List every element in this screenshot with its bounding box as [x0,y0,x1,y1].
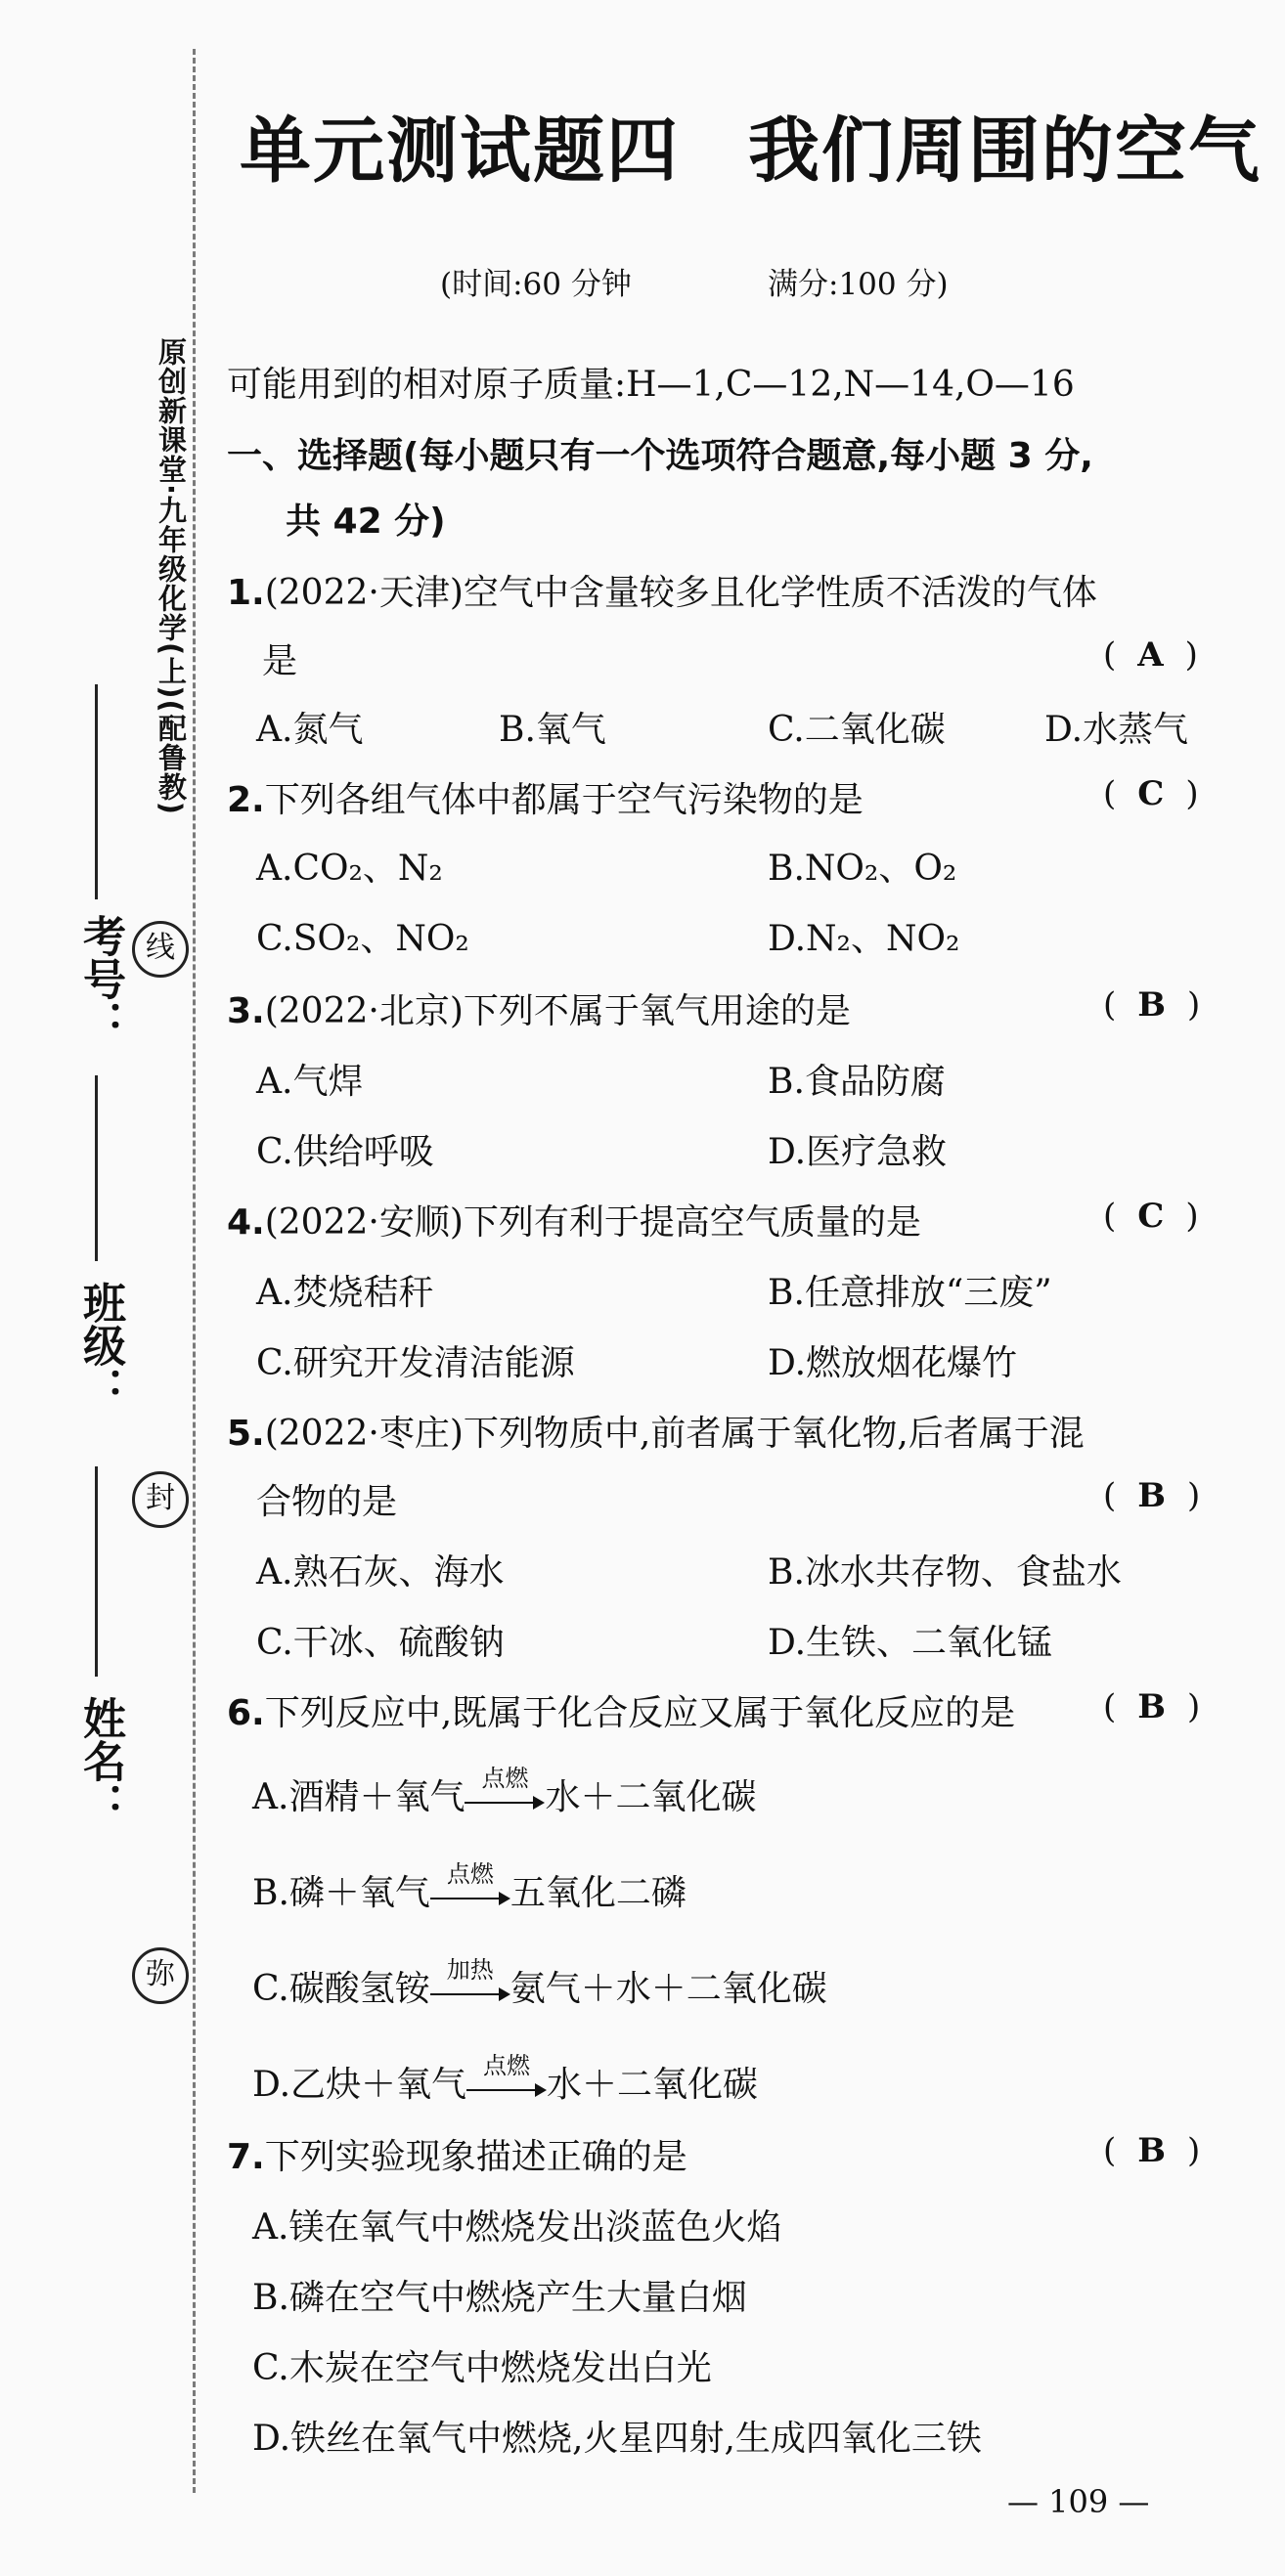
class-blank-line [95,1075,98,1261]
exam-no-label: 考号： [75,914,125,1043]
question-7-option-d: D.铁丝在氧气中燃烧,火星四射,生成四氧化三铁 [252,2419,982,2459]
question-1-option-d: D.水蒸气 [1044,710,1189,750]
question-7-stem: 7.下列实验现象描述正确的是 [227,2137,687,2177]
section-heading-line1: 一、选择题(每小题只有一个选项符合题意,每小题 3 分, [227,436,1093,476]
question-2-option-c: C.SO₂、NO₂ [256,919,469,959]
question-5-stem: 5.(2022·枣庄)下列物质中,前者属于氧化物,后者属于混 [227,1414,1085,1454]
atomic-mass-note: 可能用到的相对原子质量:H—1,C—12,N—14,O—16 [227,365,1075,405]
question-5-option-b: B.冰水共存物、食盐水 [768,1552,1122,1593]
question-4-answer: ( C ) [1103,1197,1199,1236]
class-label: 班级： [75,1281,125,1410]
question-7-option-c: C.木炭在空气中燃烧发出白光 [252,2348,712,2388]
score-info: 满分:100 分) [768,267,949,302]
question-3-option-c: C.供给呼吸 [256,1132,434,1172]
question-6-reaction-b: B.磷＋氧气 点燃 五氧化二磷 [252,1860,687,1913]
question-5-answer: ( B ) [1103,1476,1201,1515]
question-4-option-c: C.研究开发清洁能源 [256,1343,575,1383]
question-1-stem: 1.(2022·天津)空气中含量较多且化学性质不活泼的气体 [227,573,1097,613]
name-blank-line [95,1466,98,1677]
title-part-a: 单元测试题四 [240,109,680,193]
question-5-stem-cont: 合物的是 [256,1482,398,1522]
question-4-option-d: D.燃放烟花爆竹 [768,1343,1018,1383]
question-3-option-d: D.医疗急救 [768,1132,948,1172]
question-5-option-a: A.熟石灰、海水 [256,1552,505,1593]
seal-line: 线 [132,921,189,978]
question-6-answer: ( B ) [1103,1687,1201,1726]
question-3-stem: 3.(2022·北京)下列不属于氧气用途的是 [227,991,851,1031]
question-2-option-a: A.CO₂、N₂ [256,849,443,889]
reaction-arrow: 点燃 [466,2070,547,2105]
question-6-reaction-d: D.乙炔＋氧气 点燃 水＋二氧化碳 [252,2052,759,2105]
question-4-option-b: B.任意排放“三废” [768,1273,1052,1313]
section-heading-line2: 共 42 分) [286,502,446,542]
time-info: (时间:60 分钟 [440,267,632,302]
question-6-reaction-c: C.碳酸氢铵 加热 氨气＋水＋二氧化碳 [252,1956,827,2009]
question-2-stem: 2.下列各组气体中都属于空气污染物的是 [227,780,864,820]
reaction-arrow: 加热 [430,1974,510,2009]
question-1-option-c: C.二氧化碳 [768,710,946,750]
seal-seal: 封 [132,1471,189,1528]
reaction-arrow: 点燃 [465,1782,545,1817]
page-number: — 109 — [1007,2483,1150,2520]
question-1-stem-cont: 是 [262,641,298,681]
question-3-answer: ( B ) [1103,985,1201,1025]
question-2-option-b: B.NO₂、O₂ [768,849,957,889]
question-7-option-b: B.磷在空气中燃烧产生大量白烟 [252,2278,747,2318]
question-3-option-a: A.气焊 [256,1062,364,1102]
question-1-option-a: A.氮气 [256,710,364,750]
question-4-option-a: A.焚烧秸秆 [256,1273,434,1313]
question-5-option-d: D.生铁、二氧化锰 [768,1623,1053,1663]
series-label: 原创新课堂·九年级化学(上)(配鲁教) [155,337,188,816]
question-1-answer: ( A ) [1103,635,1198,675]
question-4-stem: 4.(2022·安顺)下列有利于提高空气质量的是 [227,1202,921,1243]
question-3-option-b: B.食品防腐 [768,1062,946,1102]
question-6-reaction-a: A.酒精＋氧气 点燃 水＋二氧化碳 [252,1765,757,1817]
question-6-stem: 6.下列反应中,既属于化合反应又属于氧化反应的是 [227,1693,1016,1733]
reaction-arrow: 点燃 [430,1878,510,1913]
question-1-option-b: B.氧气 [499,710,606,750]
question-7-answer: ( B ) [1103,2131,1201,2170]
question-7-option-a: A.镁在氧气中燃烧发出淡蓝色火焰 [252,2207,782,2248]
binding-dashed-line [193,49,196,2493]
seal-fill: 弥 [132,1947,189,2004]
question-2-answer: ( C ) [1103,774,1199,813]
question-5-option-c: C.干冰、硫酸钠 [256,1623,505,1663]
question-2-option-d: D.N₂、NO₂ [768,919,960,959]
name-label: 姓名： [75,1696,125,1825]
exam-no-blank-line [95,684,98,899]
title-part-b: 我们周围的空气 [748,109,1262,193]
page-title [240,93,1262,196]
